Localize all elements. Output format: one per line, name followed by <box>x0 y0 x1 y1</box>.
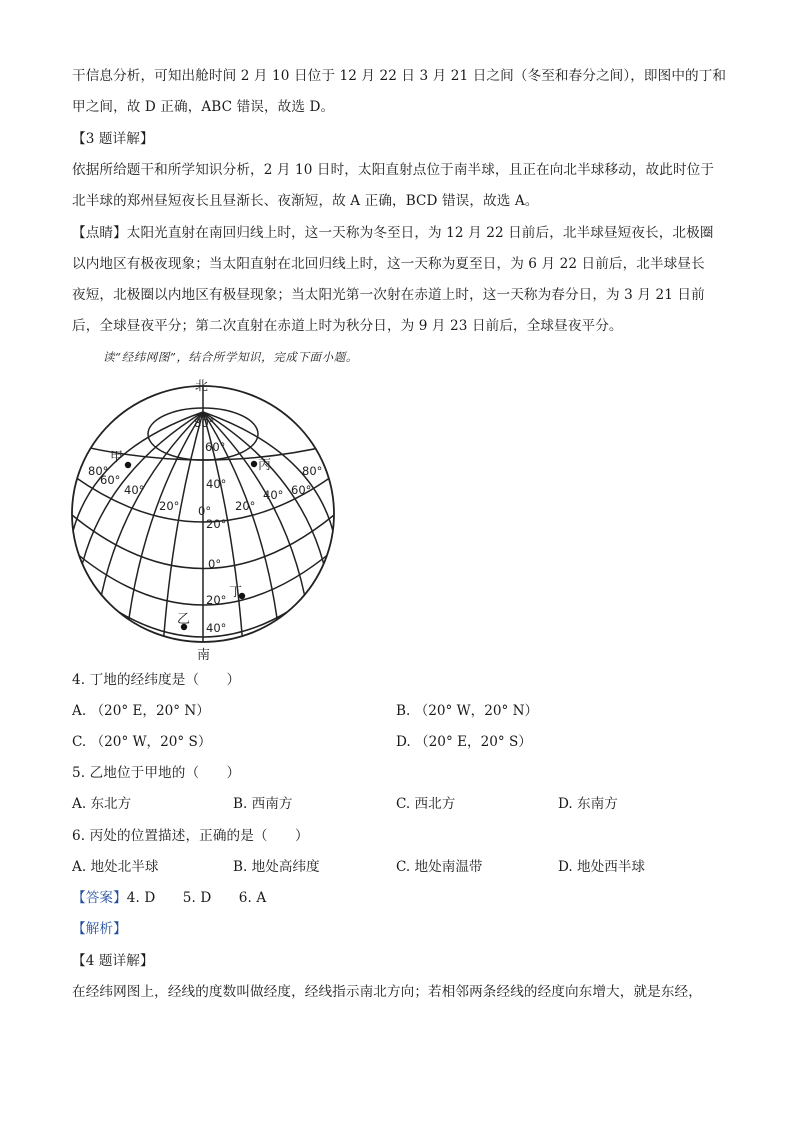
place-ding-label: 丁 <box>229 585 243 600</box>
lon-label: 80° <box>302 464 323 478</box>
tip-text: 太阳光直射在南回归线上时，这一天称为冬至日，为 12 月 22 日前后，北半球昼短夜长，北极圈 <box>126 225 714 241</box>
question-intro: 读“经纬网图”，结合所学知识，完成下面小题。 <box>103 350 358 364</box>
question-5: 5. 乙地位于甲地的（ ） <box>72 765 241 781</box>
answer-line <box>72 888 266 908</box>
north-label: 北 <box>195 379 209 394</box>
lon-label: 20° <box>159 499 180 513</box>
place-jia-label: 甲 <box>110 450 124 465</box>
place-bing-label: 丙 <box>258 458 272 473</box>
lat-label: 20° <box>206 593 227 607</box>
option-5b: B. 西南方 <box>233 796 293 812</box>
option-4d: D. （20° E，20° S） <box>396 734 532 750</box>
paragraph-line: 以内地区有极夜现象；当太阳直射在北回归线上时，这一天称为夏至日，为 6 月 22 日前后，北半球昼长 <box>72 256 705 272</box>
lon-label: 0° <box>198 504 212 518</box>
paragraph-line: 北半球的郑州昼短夜长且昼渐长、夜渐短，故 A 正确，BCD 错误，故选 A。 <box>72 193 539 209</box>
section-heading: 【3 题详解】 <box>72 131 154 147</box>
lat-label: 0° <box>208 557 222 571</box>
paragraph-line: 夜短，北极圈以内地区有极昼现象；当太阳光第一次射在赤道上时，这一天称为春分日，为 3 月 21 日前 <box>72 287 705 303</box>
paragraph-line: 甲之间，故 D 正确，ABC 错误，故选 D。 <box>72 99 335 115</box>
lon-label: 40° <box>124 483 145 497</box>
option-6d: D. 地处西半球 <box>558 859 646 875</box>
option-6c: C. 地处南温带 <box>396 859 483 875</box>
lat-label: 80° <box>194 416 215 430</box>
tip-tag: 【点睛】 <box>72 225 127 241</box>
option-6b: B. 地处高纬度 <box>233 859 320 875</box>
option-5d: D. 东南方 <box>558 796 618 812</box>
lon-label: 40° <box>263 488 284 502</box>
lat-label: 20° <box>206 517 227 531</box>
answer-tag: 【答案】 <box>72 890 127 906</box>
place-yi-label: 乙 <box>177 612 191 627</box>
south-label: 南 <box>197 648 211 663</box>
tip-line <box>72 223 714 243</box>
paragraph-line: 依据所给题干和所学知识分析，2 月 10 日时，太阳直射点位于南半球，且正在向北半球移动，故此时位于 <box>72 162 715 178</box>
option-5c: C. 西北方 <box>396 796 456 812</box>
lat-label: 60° <box>205 440 226 454</box>
lon-label: 60° <box>291 483 312 497</box>
question-4: 4. 丁地的经纬度是（ ） <box>72 672 241 688</box>
paragraph-line: 在经纬网图上，经线的度数叫做经度，经线指示南北方向；若相邻两条经线的经度向东增大，就是东经， <box>72 984 702 1000</box>
option-4a: A. （20° E，20° N） <box>72 703 210 719</box>
answer-text: 4. D 5. D 6. A <box>126 890 267 906</box>
paragraph-line: 干信息分析，可知出舱时间 2 月 10 日位于 12 月 22 日 3 月 21 日之间（冬至和春分之间），即图中的丁和 <box>72 68 727 84</box>
graticule-figure <box>60 372 350 664</box>
option-5a: A. 东北方 <box>72 796 132 812</box>
option-6a: A. 地处北半球 <box>72 859 159 875</box>
paragraph-line: 后，全球昼夜平分；第二次直射在赤道上时为秋分日，为 9 月 23 日前后，全球昼夜平分。 <box>72 318 623 334</box>
lon-label: 20° <box>235 499 256 513</box>
lon-label: 60° <box>100 473 121 487</box>
lat-label: 40° <box>206 477 227 491</box>
lat-label: 40° <box>206 621 227 635</box>
lon-label: 80° <box>88 464 109 478</box>
option-4c: C. （20° W，20° S） <box>72 734 212 750</box>
option-4b: B. （20° W，20° N） <box>396 703 539 719</box>
analysis-tag: 【解析】 <box>72 921 127 937</box>
question-6: 6. 丙处的位置描述，正确的是（ ） <box>72 828 309 844</box>
section-heading: 【4 题详解】 <box>72 953 154 969</box>
